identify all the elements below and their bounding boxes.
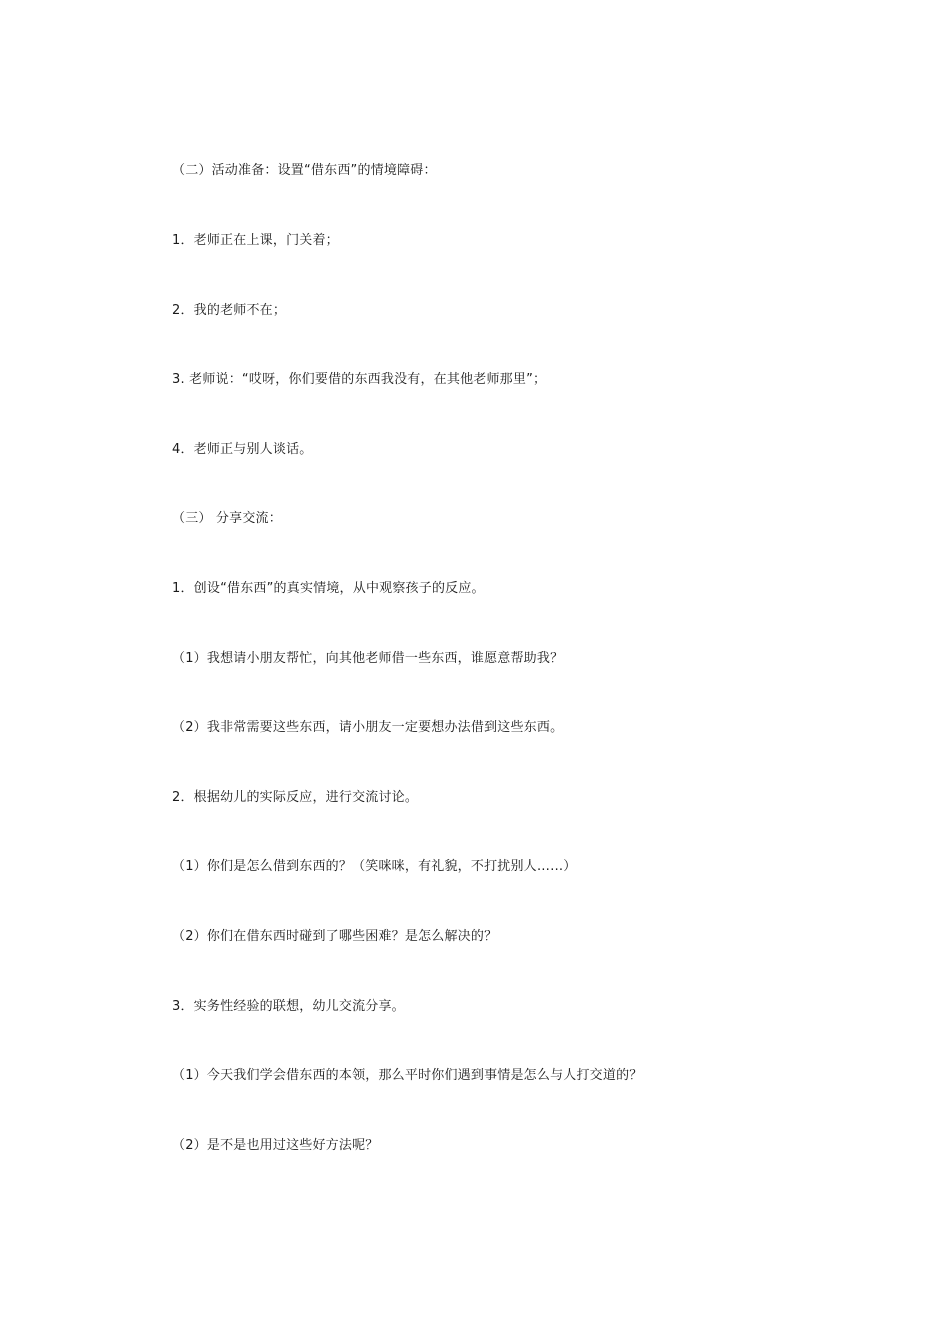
sub-list-item: （1）我想请小朋友帮忙，向其他老师借一些东西，谁愿意帮助我？	[172, 651, 564, 666]
list-item: 3. 老师说：“哎呀，你们要借的东西我没有，在其他老师那里”；	[172, 372, 547, 387]
section-heading-sharing: （三） 分享交流：	[172, 511, 282, 526]
list-item: 4．老师正与别人谈话。	[172, 442, 313, 457]
section-heading-preparation: （二）活动准备：设置“借东西”的情境障碍：	[172, 163, 437, 178]
list-item: 2．我的老师不在；	[172, 303, 287, 318]
sub-list-item: （2）你们在借东西时碰到了哪些困难？是怎么解决的？	[172, 929, 498, 944]
sub-list-item: （2）我非常需要这些东西，请小朋友一定要想办法借到这些东西。	[172, 720, 564, 735]
sub-list-item: （1）你们是怎么借到东西的？（笑咪咪，有礼貌，不打扰别人……）	[172, 859, 577, 874]
sub-list-item: （1）今天我们学会借东西的本领，那么平时你们遇到事情是怎么与人打交道的？	[172, 1068, 643, 1083]
list-item: 2．根据幼儿的实际反应，进行交流讨论。	[172, 790, 419, 805]
list-item: 1．创设“借东西”的真实情境，从中观察孩子的反应。	[172, 581, 485, 596]
list-item: 3．实务性经验的联想，幼儿交流分享。	[172, 999, 405, 1014]
sub-list-item: （2）是不是也用过这些好方法呢？	[172, 1138, 379, 1153]
list-item: 1．老师正在上课，门关着；	[172, 233, 339, 248]
